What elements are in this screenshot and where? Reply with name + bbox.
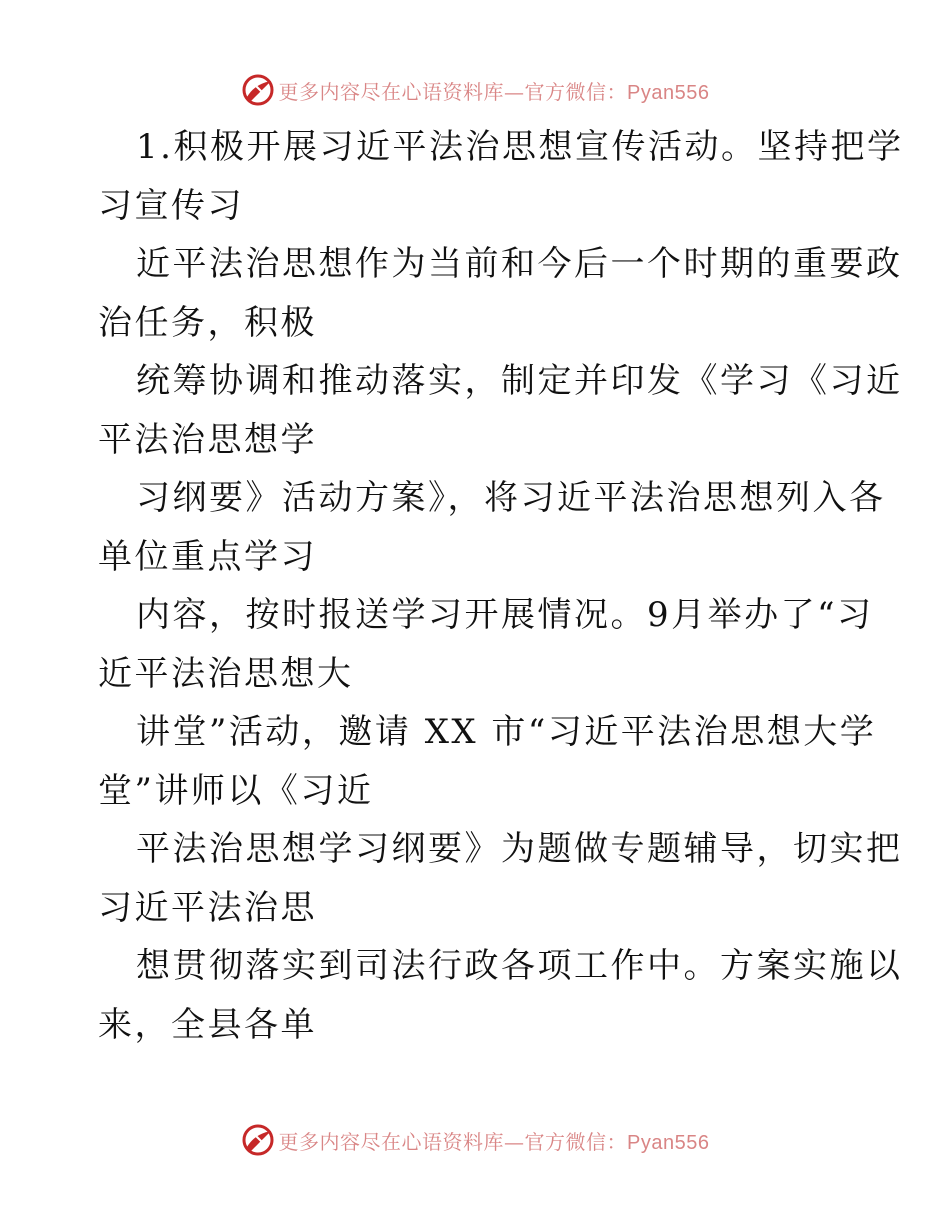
footer-banner-text (279, 1126, 710, 1155)
body-line: 习纲要》活动方案》，将习近平法治思想列入各 (136, 478, 886, 518)
body-line: 讲堂”活动，邀请 XX 市“习近平法治思想大学 (136, 712, 877, 752)
body-line: 堂”讲师以《习近 (98, 770, 374, 811)
body-line: 习宣传习 (98, 185, 244, 226)
body-line: 内容，按时报送学习开展情况。9月举办了“习 (136, 595, 874, 635)
body-line: 近平法治思想大 (98, 653, 354, 694)
footer-banner-inner (241, 1120, 710, 1160)
footer-wechat-id: Pyan556 (627, 1131, 710, 1154)
body-line: 近平法治思想作为当前和今后一个时期的重要政 (136, 244, 903, 284)
body-line: 想贯彻落实到司法行政各项工作中。方案实施以 (136, 946, 903, 986)
header-wechat-id: Pyan556 (627, 81, 710, 104)
body-line: 1.积极开展习近平法治思想宣传活动。坚持把学 (136, 127, 904, 167)
header-banner (0, 70, 950, 110)
body-line: 单位重点学习 (98, 536, 317, 577)
header-banner-inner (241, 70, 710, 110)
footer-banner-label: 更多内容尽在心语资料库—官方微信： (278, 1129, 628, 1154)
body-line: 习近平法治思 (98, 887, 317, 928)
body-line: 治任务，积极 (98, 302, 317, 343)
footer-banner (0, 1120, 950, 1160)
header-banner-label: 更多内容尽在心语资料库—官方微信： (278, 79, 628, 104)
document-body (98, 118, 904, 1054)
body-line: 平法治思想学 (98, 419, 317, 460)
header-banner-text (279, 76, 710, 105)
red-ribbon-logo-icon (241, 73, 275, 107)
red-ribbon-logo-icon (241, 1123, 275, 1157)
body-line: 统筹协调和推动落实，制定并印发《学习《习近 (136, 361, 903, 401)
body-line: 来，全县各单 (98, 1004, 317, 1045)
body-line: 平法治思想学习纲要》为题做专题辅导，切实把 (136, 829, 903, 869)
